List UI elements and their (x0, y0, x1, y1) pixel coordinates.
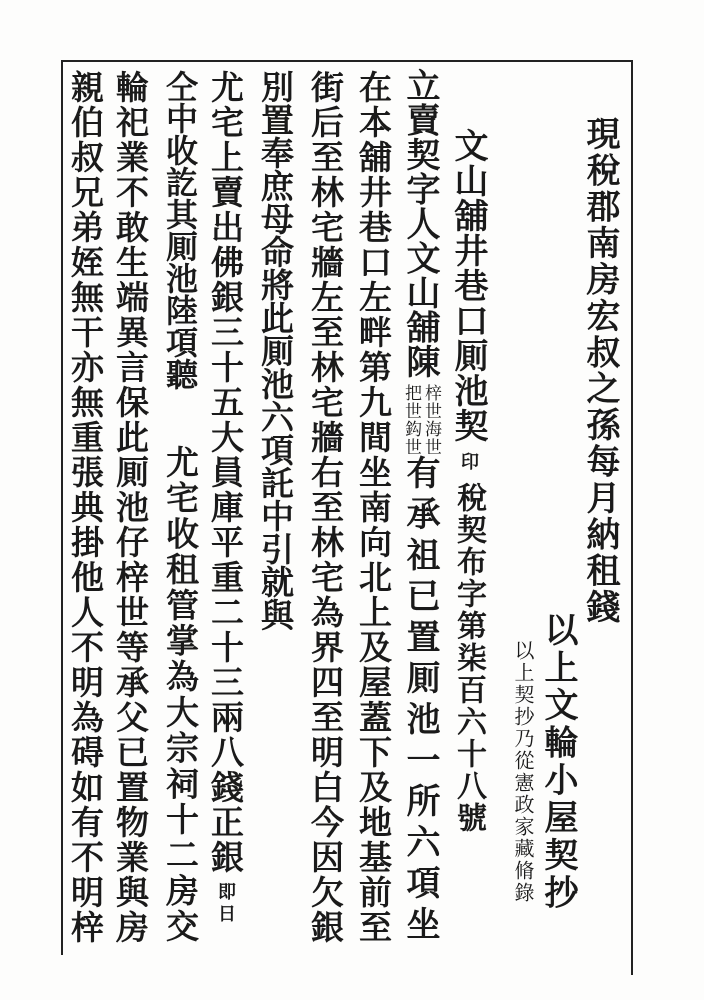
body-line-6-end: 尤宅收租管掌為大宗祠十二房交 (161, 445, 200, 945)
body-line-5: 尤宅上賣出佛銀三十五大員庫平重二十三兩八錢正銀 (206, 70, 245, 875)
body-line-1-start: 立賣契字人文山舖陳 (400, 68, 440, 379)
body-line-5-small: 即日 (215, 882, 236, 926)
body-line-3: 街后至林宅牆左至林宅牆右至林宅為界四至明白今因欠銀 (306, 70, 345, 945)
body-line-4: 別置奉庶母命將此厠池六項託中引就與 (256, 70, 295, 631)
deed-number: 稅契布字第柒百六十八號 (451, 482, 486, 834)
body-line-7: 輪祀業不敢生端異言保此厠池仔梓世等承父已置物業與房 (111, 70, 150, 945)
seller-names-right: 梓世海世 (421, 384, 441, 456)
seal-mark: 印 (458, 452, 479, 470)
body-line-8: 親伯叔兄弟姪無干亦無重張典掛他人不明為碍如有不明梓 (66, 70, 105, 945)
frame-line-left (61, 60, 63, 955)
section-end-line: 以上文輪小屋契抄 (538, 612, 578, 912)
body-line-2: 在本舖井巷口左畔第九間坐南向北上及屋蓋下及地基前至 (354, 70, 393, 945)
seller-names-left: 把世鈎世 (401, 384, 421, 456)
deed-title: 文山舖井巷口厠池契 (448, 128, 488, 443)
heading-line: 現稅郡南房宏叔之孫每月納租錢 (580, 116, 620, 626)
frame-line-top (61, 60, 633, 62)
frame-line-right (631, 60, 633, 975)
body-line-6-start: 仝中收訖其厠池陸項聽 (161, 70, 199, 390)
source-note: 以上契抄乃從憲政家藏脩錄 (511, 640, 535, 904)
body-line-1-end: 有承祖已置厠池一所六項坐 (400, 455, 440, 947)
